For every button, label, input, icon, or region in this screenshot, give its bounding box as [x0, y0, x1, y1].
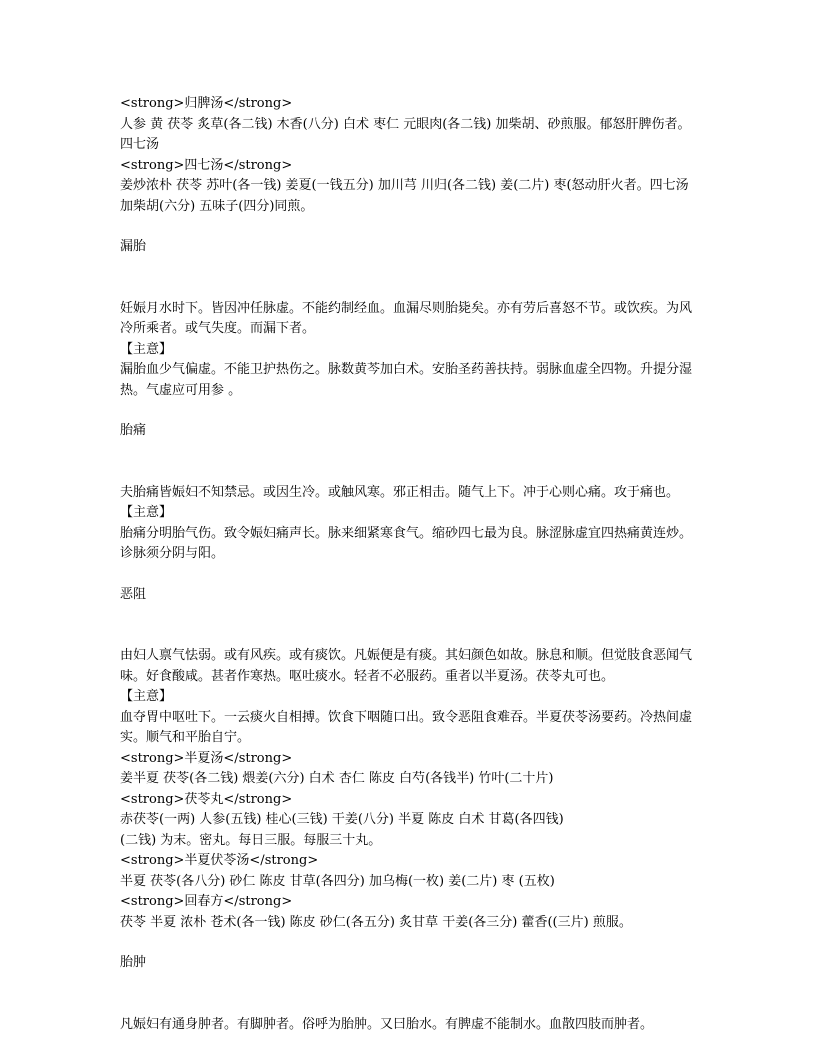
loutai-zhuyi-label: 【主意】 — [120, 341, 173, 357]
banxia-title: <strong>半夏汤</strong> — [120, 750, 293, 766]
banxiafu-text: 半夏 茯苓(各八分) 砂仁 陈皮 甘草(各四分) 加乌梅(一枚) 姜(二片) 枣 (五枚) — [120, 873, 555, 889]
huichun-title: <strong>回春方</strong> — [120, 894, 293, 909]
spacer — [120, 217, 700, 237]
ezu-heading: 恶阻 — [120, 586, 147, 602]
huichun-text: 茯苓 半夏 浓朴 苍术(各一钱) 陈皮 砂仁(各五分) 炙甘草 干姜(各三分) 藿香((三片) 煎服。 — [120, 914, 632, 930]
taitong-body: 夫胎痛皆娠妇不知禁忌。或因生冷。或触风寒。邪正相击。随气上下。冲于心则心痛。攻于痛也。 — [120, 484, 680, 500]
spacer — [120, 933, 700, 953]
ezu-body: 由妇人禀气怯弱。或有风疾。或有痰饮。凡娠便是有痰。其妇颜色如故。脉息和顺。但觉肢食恶闻气味。好食酸咸。甚者作寒热。呕吐痰水。轻者不必服药。重者以半夏汤。茯苓丸可也。 — [120, 648, 693, 684]
spacer — [120, 974, 700, 1015]
taitong-zhuyi: 胎痛分明胎气伤。致令娠妇痛声长。脉来细紧寒食气。缩砂四七最为良。脉涩脉虚宜四热痛黄连炒。诊脉须分阴与阳。 — [120, 525, 693, 561]
guipi-text: 人参 黄 茯苓 炙草(各二钱) 木香(八分) 白术 枣仁 元眼肉(各二钱) 加柴胡、砂煎服。郁怒肝脾伤者。四七汤 — [120, 116, 691, 152]
banxia-text: 姜半夏 茯苓(各二钱) 煨姜(六分) 白术 杏仁 陈皮 白芍(各钱半) 竹叶(二十片) — [120, 771, 554, 786]
banxiafu-title: <strong>半夏伏苓汤</strong> — [120, 853, 319, 868]
taizhong-heading: 胎肿 — [120, 955, 147, 970]
loutai-zhuyi: 漏胎血少气偏虚。不能卫护热伤之。脉数黄芩加白术。安胎圣药善扶持。弱脉血虚全四物。升提分湿热。气虚应可用参 。 — [120, 362, 693, 398]
spacer — [120, 605, 700, 646]
taizhong-body: 凡娠妇有通身肿者。有脚肿者。俗呼为胎肿。又曰胎水。有脾虚不能制水。血散四肢而肿者。 — [120, 1016, 654, 1032]
siqi-title: <strong>四七汤</strong> — [120, 157, 293, 173]
siqi-text: 姜炒浓朴 茯苓 苏叶(各一钱) 姜夏(一钱五分) 加川芎 川归(各二钱) 姜(二片) 枣(怒动肝火者。四七汤加柴胡(六分) 五味子(四分)同煎。 — [120, 178, 689, 214]
spacer — [120, 565, 700, 585]
guipi-title: <strong>归脾汤</strong> — [120, 96, 293, 111]
loutai-body: 妊娠月水时下。皆因冲任脉虚。不能约制经血。血漏尽则胎毙矣。亦有劳后喜怒不节。或饮疾。为风冷所乘者。或气失度。而漏下者。 — [120, 300, 693, 336]
fuling-text-1: 赤茯苓(一两) 人参(五钱) 桂心(三钱) 干姜(八分) 半夏 陈皮 白术 甘葛(各四钱) — [120, 812, 564, 827]
fuling-title: <strong>茯苓丸</strong> — [120, 791, 293, 807]
spacer — [120, 401, 700, 421]
loutai-heading: 漏胎 — [120, 239, 147, 254]
fuling-text-2: (二钱) 为末。密丸。每日三服。每服三十丸。 — [120, 832, 382, 848]
taitong-heading: 胎痛 — [120, 423, 147, 438]
ezu-zhuyi-label: 【主意】 — [120, 689, 173, 704]
document-page — [120, 94, 700, 1035]
ezu-zhuyi: 血夺胃中呕吐下。一云痰火自相搏。饮食下咽随口出。致令恶阻食难吞。半夏茯苓汤要药。冷热间虚实。顺气和平胎自宁。 — [120, 709, 693, 745]
spacer — [120, 442, 700, 483]
spacer — [120, 258, 700, 299]
taitong-zhuyi-label: 【主意】 — [120, 505, 173, 520]
